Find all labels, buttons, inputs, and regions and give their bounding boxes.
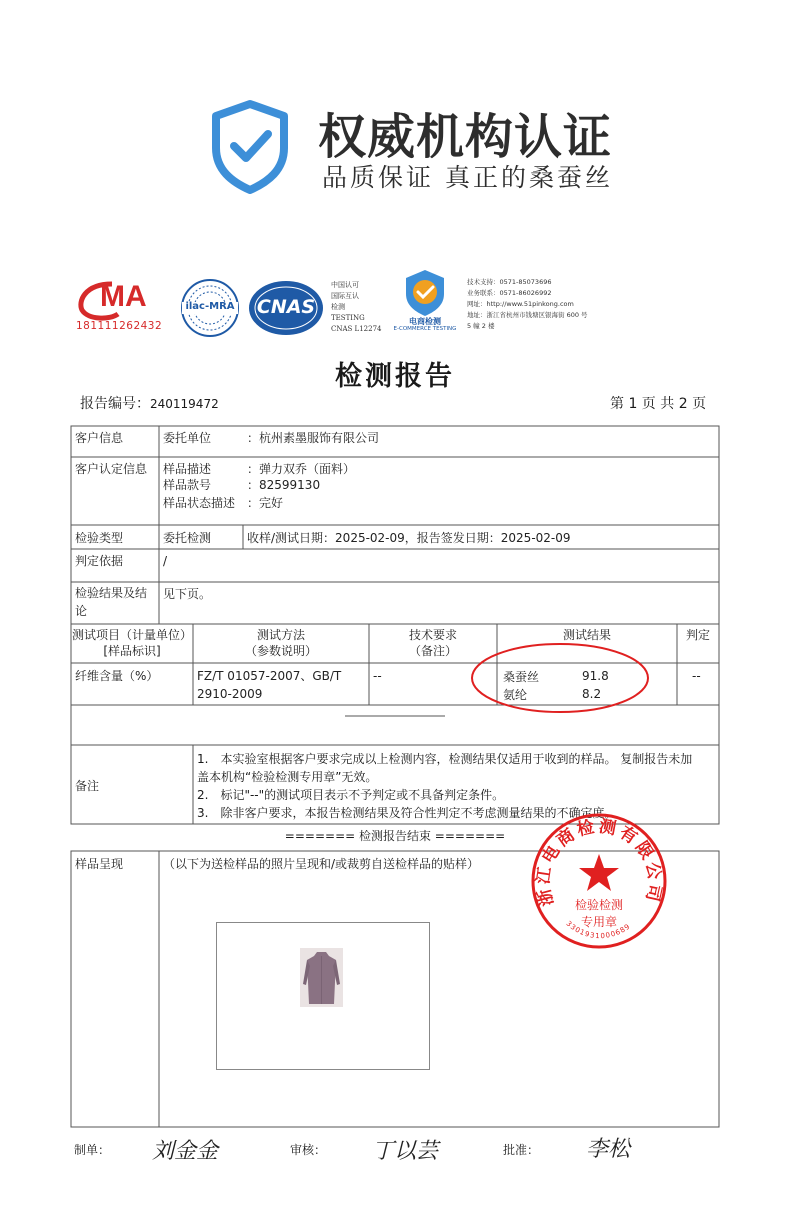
remark-3: 3. 除非客户要求，本报告检测结果及符合性判定不考虑测量结果的不确定度。 — [197, 806, 617, 820]
report-end-mark: ======= 检测报告结束 ======= — [284, 829, 506, 843]
seal-center-line-1: 检验检测 — [574, 898, 623, 912]
col-test-method: 测试方法 （参数说明） — [244, 628, 317, 658]
prepared-by-signature: 刘金金 — [152, 1139, 219, 1164]
cnas-text: CNAS — [256, 296, 316, 318]
customer-confirmed-label: 客户认定信息 — [75, 462, 148, 476]
ecommerce-cn: 电商检测 — [409, 317, 441, 326]
verdict-value: -- — [692, 669, 701, 683]
sample-state-value: ：完好 — [247, 496, 284, 510]
sample-state-label: 样品状态描述 — [163, 496, 236, 510]
report-number-label: 报告编号： — [80, 396, 150, 412]
remark-1a: 1. 本实验室根据客户要求完成以上检测内容，检测结果仅适用于收到的样品。 复制报告未加 — [197, 752, 693, 766]
seal-ring-text: 浙江电商检测有限公司 — [533, 816, 665, 909]
result-value-2: 8.2 — [582, 687, 602, 701]
inspection-type-value: 委托检测 — [163, 531, 212, 545]
result-value-1: 91.8 — [582, 669, 609, 683]
client-unit-value: ：杭州素墨服饰有限公司 — [247, 431, 380, 445]
judgement-basis-value: / — [163, 554, 168, 568]
sample-desc-value: ：弹力双乔（面料） — [247, 462, 356, 476]
sample-presentation-note: （以下为送检样品的照片呈现和/或裁剪自送检样品的贴样） — [163, 857, 480, 871]
page-info: 第 1 页 共 2 页 — [610, 396, 707, 412]
test-dates: 收样/测试日期：2025-02-09，报告签发日期：2025-02-09 — [247, 531, 571, 545]
ilac-text: ilac-MRA — [185, 301, 235, 312]
remarks-label: 备注 — [75, 779, 100, 793]
client-info-label: 客户信息 — [75, 431, 124, 445]
sample-presentation-label: 样品呈现 — [75, 857, 124, 871]
client-unit-label: 委托单位 — [163, 431, 212, 445]
col-requirement: 技术要求 （备注） — [408, 628, 457, 658]
sample-desc-label: 样品描述 — [163, 462, 212, 476]
reviewer-label: 审核： — [290, 1143, 327, 1157]
seal-code: 3301931000689 — [564, 919, 633, 941]
ecommerce-en: E-COMMERCE TESTING — [393, 326, 457, 332]
cma-mark: MA — [100, 280, 147, 313]
result-highlight-ellipse — [468, 640, 652, 716]
report-title: 检测报告 — [335, 361, 455, 392]
conclusion-label: 检验结果及结 论 — [75, 586, 148, 618]
cma-number: 181111262432 — [76, 320, 163, 332]
page-subtitle: 品质保证 真正的桑蚕丝 — [322, 163, 613, 192]
result-name-2: 氨纶 — [503, 688, 528, 702]
approver-signature: 李松 — [586, 1137, 631, 1162]
approver-label: 批准： — [503, 1143, 540, 1157]
conclusion-value: 见下页。 — [163, 587, 212, 601]
prepared-by-label: 制单： — [74, 1143, 111, 1157]
inspection-type-label: 检验类型 — [75, 531, 124, 545]
col-test-result: 测试结果 — [562, 628, 611, 642]
report-number-value: 240119472 — [150, 397, 219, 411]
requirement-value: -- — [373, 669, 382, 683]
test-method-value: FZ/T 01057-2007、GB/T 2910-2009 — [197, 669, 342, 701]
sample-photo — [300, 948, 343, 1007]
judgement-basis-label: 判定依据 — [75, 554, 124, 568]
remark-2: 2. 标记"--"的测试项目表示不予判定或不具备判定条件。 — [197, 788, 505, 802]
cnas-caption: 中国认可 国际互认 检测 TESTING CNAS L12274 — [331, 281, 382, 333]
contact-info: 技术支持：0571-85073696 业务联系：0571-86026992 网址：http://www.51pinkong.com 地址：浙江省杭州市钱塘区银海街 600 号 5 幢 2 楼 — [467, 278, 588, 330]
remark-1b: 盖本机构“检验检测专用章”无效。 — [197, 770, 378, 784]
sample-no-label: 样品款号 — [163, 478, 212, 492]
seal-center-line-2: 专用章 — [580, 915, 617, 929]
reviewer-signature: 丁以芸 — [372, 1139, 439, 1164]
fiber-content-item: 纤维含量（%） — [75, 669, 159, 683]
official-seal — [530, 812, 668, 950]
result-name-1: 桑蚕丝 — [503, 670, 540, 684]
col-verdict: 判定 — [685, 628, 710, 642]
col-test-item: 测试项目（计量单位） [样品标识] — [71, 628, 192, 658]
sample-no-value: ：82599130 — [247, 478, 321, 492]
page-title: 权威机构认证 — [318, 109, 613, 165]
